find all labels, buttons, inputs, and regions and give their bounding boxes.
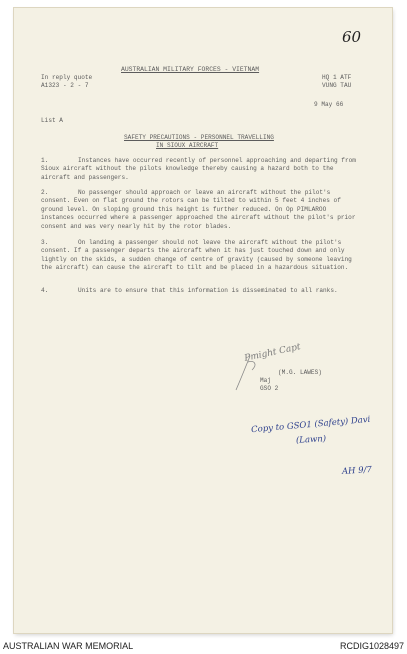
paragraph-text: Instances have occurred recently of personnel approaching and departing from Sioux aircraft without the pilots knowledge thereby causing a hazard both to the aircraft and passengers. xyxy=(41,157,356,181)
handwritten-initials: AH 9/7 xyxy=(341,464,373,478)
paragraph-number: 2. xyxy=(41,189,49,196)
paragraph-text: No passenger should approach or leave an aircraft without the pilot's consent. Even on flat ground the rotors can be tilted to within 5 feet 4 inches of ground level. On sloping ground this height is further reduced. On Op PIMLAROO instances occurred where a passenger approached the aircraft without the pilot's prior consent and was very nearly hit by the rotor blades. xyxy=(41,189,356,230)
signatory-rank: Maj xyxy=(260,377,271,384)
paragraph-number: 1. xyxy=(41,157,49,164)
reference-number: A1323 - 2 - 7 xyxy=(41,82,89,89)
reply-quote-label: In reply quote xyxy=(41,74,93,81)
paragraph-number: 3. xyxy=(41,239,49,246)
signatory-name: (M.G. LAWES) xyxy=(278,369,322,376)
paragraph-text: Units are to ensure that this information is disseminated to all ranks. xyxy=(78,287,338,294)
signatory-appointment: GSO 2 xyxy=(260,385,279,392)
handwritten-copy-note-name: (Lawn) xyxy=(295,434,327,446)
footer-institution: AUSTRALIAN WAR MEMORIAL xyxy=(3,641,134,651)
headquarters-line: HQ 1 ATF xyxy=(322,74,352,81)
list-label: List A xyxy=(41,117,63,124)
handwritten-page-number: 60 xyxy=(342,28,362,46)
footer-record-id: RCDIG1028497 xyxy=(339,641,404,651)
location-line: VUNG TAU xyxy=(322,82,352,89)
document-page xyxy=(14,8,392,633)
document-title: AUSTRALIAN MILITARY FORCES - VIETNAM xyxy=(121,66,260,73)
handwritten-signature: Pmight Capt xyxy=(243,342,302,364)
paragraph-number: 4. xyxy=(41,287,49,294)
paragraph-text: On landing a passenger should not leave the aircraft without the pilot's consent. If a passenger departs the aircraft when it has just touched down and only lightly on the skids, a sudden change of centre of gravity (caused by someone leaving the aircraft) can cause the aircraft to tilt and be placed in a hazardous situation. xyxy=(41,239,352,272)
subject-line-2: IN SIOUX AIRCRAFT xyxy=(156,142,219,149)
document-date: 9 May 66 xyxy=(314,101,344,108)
subject-line-1: SAFETY PRECAUTIONS - PERSONNEL TRAVELLING xyxy=(124,134,274,141)
handwritten-copy-note: Copy to GSO1 (Safety) Davi xyxy=(250,414,371,436)
